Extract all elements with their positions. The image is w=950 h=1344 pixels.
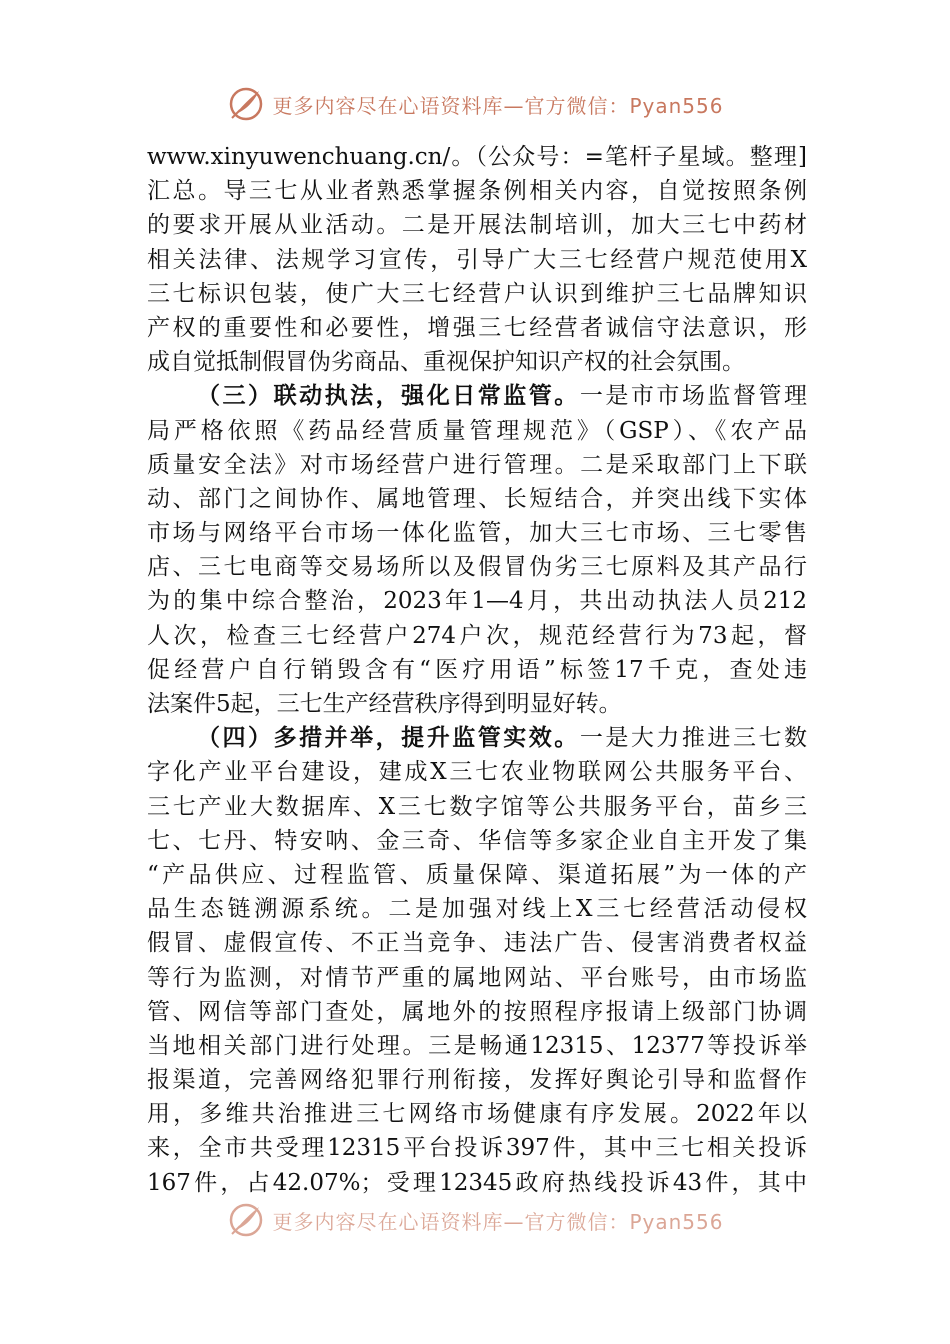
section-heading: （三）联动执法，强化日常监管。 (197, 382, 580, 410)
text-line: 来，全市共受理12315平台投诉397件，其中三七相关投诉 (147, 1135, 807, 1162)
text-line: 人次，检查三七经营户274户次，规范经营行为73起，督 (147, 622, 807, 649)
text-line: 店、三七电商等交易场所以及假冒伪劣三七原料及其产品行 (147, 554, 807, 581)
text-line: www.xinyuwenchuang.cn/。（公众号：=笔杆子星域。整理] (147, 144, 807, 170)
text-line: 167件，占42.07%；受理12345政府热线投诉43件，其中 (147, 1169, 807, 1196)
text-line: “产品供应、过程监管、质量保障、渠道拓展”为一体的产 (147, 861, 807, 888)
section-heading: （四）多措并举，提升监管实效。 (197, 724, 580, 752)
text-line: 动、部门之间协作、属地管理、长短结合，并突出线下实体 (147, 485, 807, 512)
text-line: 法案件5起，三七生产经营秩序得到明显好转。 (147, 691, 622, 717)
paragraph-1 (147, 140, 807, 379)
text-line: 当地相关部门进行处理。三是畅通12315、12377等投诉举 (147, 1032, 807, 1059)
text-line: 市场与网络平台市场一体化监管，加大三七市场、三七零售 (147, 520, 807, 547)
heading-continuation: 一是市市场监督管理 (579, 383, 808, 410)
feather-pen-logo-icon (226, 1200, 266, 1240)
text-line: 管、网信等部门查处，属地外的按照程序报请上级部门协调 (147, 998, 807, 1025)
text-line (147, 379, 807, 413)
watermark-text: 更多内容尽在心语资料库—官方微信：Pyan556 (272, 1209, 724, 1234)
document-body (147, 140, 807, 1200)
text-line: 报渠道，完善网络犯罪行刑衔接，发挥好舆论引导和监督作 (147, 1067, 807, 1094)
text-line: 为的集中综合整治，2023年1—4月，共出动执法人员212 (147, 588, 807, 615)
text-line: 汇总。导三七从业者熟悉掌握条例相关内容，自觉按照条例 (147, 178, 807, 205)
text-line: 假冒、虚假宣传、不正当竞争、违法广告、侵害消费者权益 (147, 930, 807, 957)
text-line: 促经营户自行销毁含有“医疗用语”标签17千克，查处违 (147, 656, 807, 683)
heading-continuation: 一是大力推进三七数 (579, 725, 808, 752)
text-line: 用，多维共治推进三七网络市场健康有序发展。2022年以 (147, 1101, 807, 1128)
watermark-text: 更多内容尽在心语资料库—官方微信：Pyan556 (272, 93, 724, 118)
text-line: 产权的重要性和必要性，增强三七经营者诚信守法意识，形 (147, 314, 807, 341)
text-line: 质量安全法》对市场经营户进行管理。二是采取部门上下联 (147, 451, 807, 478)
text-line: 局严格依照《药品经营质量管理规范》（GSP）、《农产品 (147, 417, 807, 444)
text-line: 相关法律、法规学习宣传，引导广大三七经营户规范使用X (147, 246, 807, 273)
watermark-banner-top (0, 82, 950, 126)
text-line: 七、七丹、特安呐、金三奇、华信等多家企业自主开发了集 (147, 827, 807, 854)
paragraph-2 (147, 379, 807, 721)
text-line: 三七产业大数据库、X三七数字馆等公共服务平台，苗乡三 (147, 793, 807, 820)
text-line: 字化产业平台建设，建成X三七农业物联网公共服务平台、 (147, 759, 807, 786)
feather-pen-logo-icon (226, 84, 266, 124)
text-line: 成自觉抵制假冒伪劣商品、重视保护知识产权的社会氛围。 (147, 349, 745, 376)
text-line: 等行为监测，对情节严重的属地网站、平台账号，由市场监 (147, 964, 807, 991)
text-line (147, 721, 807, 755)
text-line: 的要求开展从业活动。二是开展法制培训，加大三七中药材 (147, 212, 807, 239)
text-line: 三七标识包装，使广大三七经营户认识到维护三七品牌知识 (147, 280, 807, 307)
text-line: 品生态链溯源系统。二是加强对线上X三七经营活动侵权 (147, 896, 807, 923)
watermark-banner-bottom (0, 1198, 950, 1242)
paragraph-3 (147, 721, 807, 1200)
